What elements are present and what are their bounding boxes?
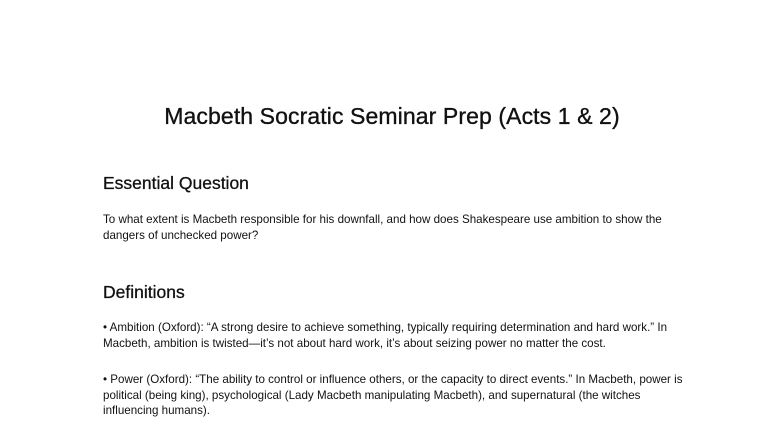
definition-ambition: • Ambition (Oxford): “A strong desire to achieve something, typically requiring determination and hard work.” In Macbeth, ambition is twisted—it’s not about hard work, it’s about seizing power no matter the cost.: [103, 321, 668, 350]
definition-power: • Power (Oxford): “The ability to control or influence others, or the capacity to direct events.” In Macbeth, power is political (being king), psychological (Lady Macbeth manipulating Macbeth), and supernatural (the witches influencing humans).: [103, 373, 683, 417]
document-title: Macbeth Socratic Seminar Prep (Acts 1 & 2): [164, 103, 620, 129]
essential-question-heading: Essential Question: [103, 173, 249, 193]
definitions-heading: Definitions: [103, 282, 185, 302]
essential-question-text: To what extent is Macbeth responsible for his downfall, and how does Shakespeare use ambition to show the dangers of unchecked power?: [103, 213, 662, 242]
